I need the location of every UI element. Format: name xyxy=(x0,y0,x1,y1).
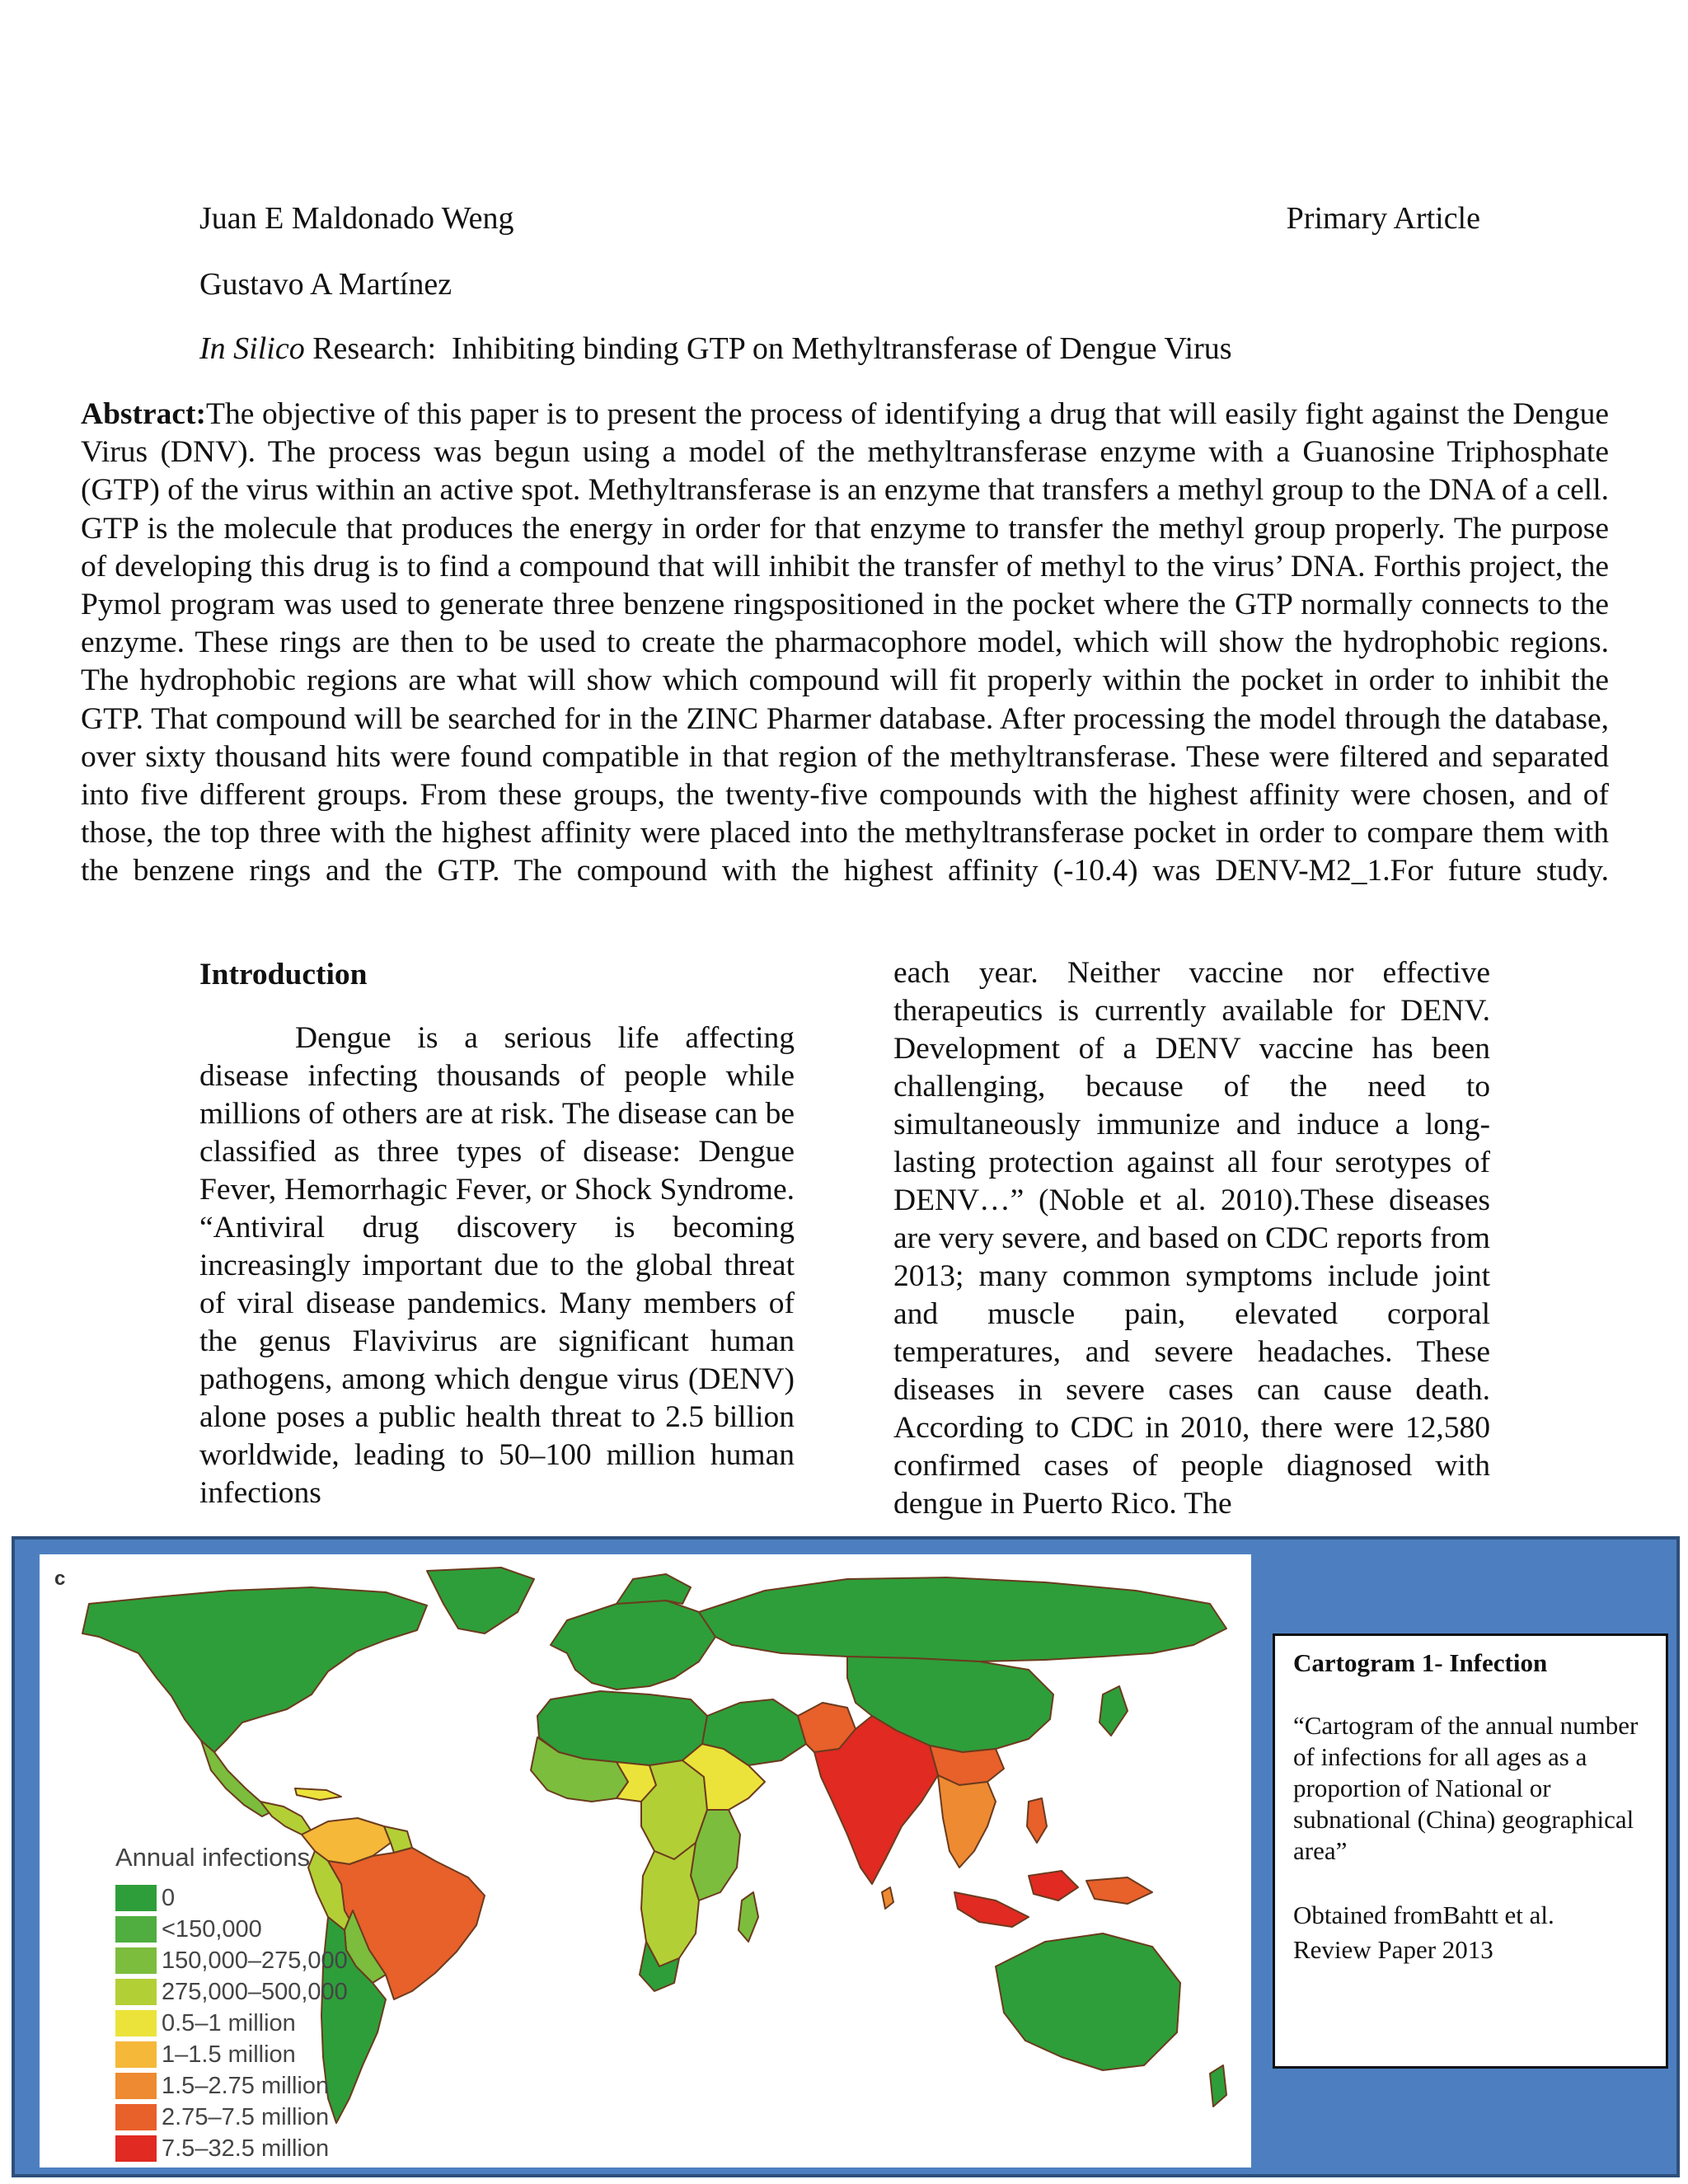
infection-cartogram xyxy=(40,1554,1251,2168)
caption-quote: “Cartogram of the annual number of infections for all ages as a proportion of National or subnational (China) geographical area” xyxy=(1293,1711,1639,1865)
author-name-2: Gustavo A Martínez xyxy=(199,267,452,302)
introduction-heading: Introduction xyxy=(199,958,368,991)
legend-item xyxy=(115,1945,348,1976)
greenland xyxy=(427,1568,534,1633)
legend-item xyxy=(115,2039,348,2070)
philippines xyxy=(1027,1798,1047,1843)
map-legend xyxy=(115,1843,348,2164)
madagascar xyxy=(738,1892,758,1942)
legend-item xyxy=(115,2070,348,2102)
legend-swatch xyxy=(115,2041,157,2068)
legend-label: 1.5–2.75 million xyxy=(162,2072,330,2099)
intro-right-column: each year. Neither vaccine nor effective therapeutics is currently available for DENV. Development of a DENV vaccine has been challenging, because of the need to simultaneously immunize and induce a long-lasting protection against all four serotypes of DENV…” (Noble et al. 2010).These diseases are very severe, and based on CDC reports from 2013; many common symptoms include joint and muscle pain, elevated corporal temperatures, and severe headaches. These diseases in severe cases can cause death. According to CDC in 2010, there were 12,580 confirmed cases of people diagnosed with dengue in Puerto Rico. The xyxy=(893,956,1490,1521)
article-type: Primary Article xyxy=(1286,201,1480,236)
indonesia-3 xyxy=(1086,1877,1152,1904)
australia xyxy=(996,1933,1180,2070)
abstract-label: Abstract: xyxy=(81,397,207,431)
legend-swatch xyxy=(115,1979,157,2005)
panel-letter: c xyxy=(54,1568,66,1590)
scandinavia xyxy=(617,1574,691,1604)
sri-lanka xyxy=(882,1887,893,1909)
legend-swatch xyxy=(115,1916,157,1943)
mexico xyxy=(201,1741,272,1816)
author-name-1: Juan E Maldonado Weng xyxy=(199,201,514,236)
figure-panel xyxy=(12,1536,1680,2177)
legend-label: 150,000–275,000 xyxy=(162,1947,348,1974)
japan xyxy=(1100,1686,1128,1736)
southeast-asia xyxy=(938,1775,996,1868)
legend-swatch xyxy=(115,2104,157,2130)
legend-label: <150,000 xyxy=(162,1915,262,1943)
paper-title xyxy=(199,330,1232,368)
north-america xyxy=(82,1587,427,1752)
legend-swatch xyxy=(115,2135,157,2162)
introduction-text-left: Dengue is a serious life affecting disease infecting thousands of people while millions of others are at risk. The disease can be classified as three types of disease: Dengue Fever, Hemorrhagic Fever, or Shock Syndrome. “Antiviral drug discovery is becoming increasingly important due to the global threat of viral disease pandemics. Many members of the genus Flavivirus are significant human pathogens, among which dengue virus (DENV) alone poses a public health threat to 2.5 billion worldwide, leading to 50–100 million human infections xyxy=(199,1021,795,1510)
legend-swatch xyxy=(115,1885,157,1911)
legend-rows xyxy=(115,1882,348,2164)
legend-title: Annual infections xyxy=(115,1843,311,1872)
figure-caption-box xyxy=(1273,1633,1668,2069)
caribbean xyxy=(295,1788,341,1800)
intro-left-column xyxy=(199,956,795,1512)
legend-item xyxy=(115,2133,348,2164)
caption-source-detail: Review Paper 2013 xyxy=(1293,1935,1493,1964)
paper-title-rest: Research: Inhibiting binding GTP on Methyltransferase of Dengue Virus xyxy=(304,331,1232,366)
legend-item xyxy=(115,1882,348,1914)
legend-label: 0 xyxy=(162,1884,176,1911)
legend-item xyxy=(115,2008,348,2039)
new-zealand xyxy=(1210,2065,1226,2107)
legend-swatch xyxy=(115,2073,157,2099)
russia xyxy=(699,1577,1226,1661)
legend-label: 1–1.5 million xyxy=(162,2041,296,2068)
legend-label: 7.5–32.5 million xyxy=(162,2135,330,2162)
central-america xyxy=(260,1802,312,1835)
legend-item xyxy=(115,1914,348,1945)
legend-item xyxy=(115,1976,348,2008)
legend-item xyxy=(115,2102,348,2133)
caption-title: Cartogram 1- Infection xyxy=(1293,1648,1548,1677)
legend-swatch xyxy=(115,1947,157,1974)
indonesia-1 xyxy=(954,1892,1029,1927)
abstract xyxy=(81,396,1609,891)
legend-label: 0.5–1 million xyxy=(162,2009,296,2036)
legend-swatch xyxy=(115,2010,157,2036)
caption-source: Obtained fromBahtt et al. xyxy=(1293,1900,1554,1929)
indonesia-2 xyxy=(1029,1871,1078,1900)
paper-title-italic: In Silico xyxy=(199,331,305,366)
legend-label: 275,000–500,000 xyxy=(162,1978,348,2005)
europe xyxy=(551,1601,715,1690)
legend-label: 2.75–7.5 million xyxy=(162,2103,330,2130)
abstract-text: The objective of this paper is to present the process of identifying a drug that will easily fight against the Dengue Virus (DNV). The process was begun using a model of the methyltransferase enzyme with a Guanosine Triphosphate (GTP) of the virus within an active spot. Methyltransferase is an enzyme that transfers a methyl group to the DNA of a cell. GTP is the molecule that produces the energy in order for that enzyme to transfer the methyl group properly. The purpose of developing this drug is to find a compound that will inhibit the transfer of methyl to the virus’ DNA. Forthis project, the Pymol program was used to generate three benzene ringspositioned in the pocket where the GTP normally connects to the enzyme. These rings are then to be used to create the pharmacophore model, which will show the hydrophobic regions. The hydrophobic regions are what will show which compound will fit properly within the pocket in order to inhibit the GTP. That compound will be searched for in the ZINC Pharmer database. After processing the model through the database, over sixty thousand hits were found compatible in that region of the methyltransferase. These were filtered and separated into five different groups. From these groups, the twenty-five compounds with the highest affinity were chosen, and of those, the top three with the highest affinity were placed into the methyltransferase pocket in order to compare them with the benzene rings and the GTP. The compound with the highest affinity (-10.4) was DENV-M2_1.For future study. xyxy=(81,397,1609,888)
